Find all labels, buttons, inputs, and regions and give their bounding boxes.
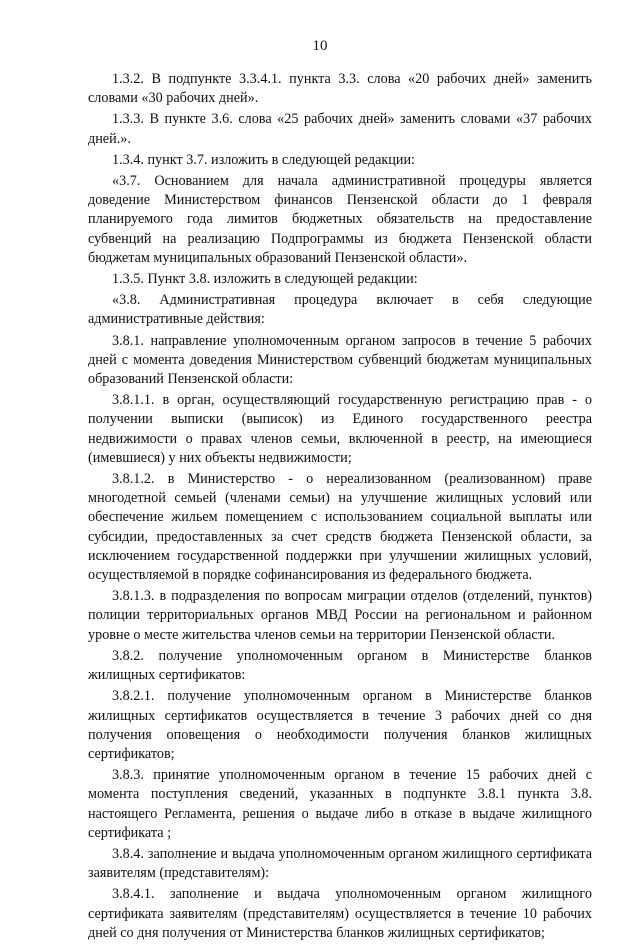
document-body — [88, 70, 592, 945]
paragraph: 1.3.3. В пункте 3.6. слова «25 рабочих дней» заменить словами «37 рабочих дней.». — [88, 111, 592, 147]
paragraph: 3.8.4. заполнение и выдача уполномоченным органом жилищного сертификата заявителям (представителям): — [88, 845, 592, 882]
paragraph: 1.3.2. В подпункте 3.3.4.1. пункта 3.3. слова «20 рабочих дней» заменить словами «30 рабочих дней». — [88, 71, 592, 107]
page-number: 10 — [312, 38, 328, 54]
paragraph: 3.8.2. получение уполномоченным органом в Министерстве бланков жилищных сертификатов: — [88, 647, 592, 684]
paragraph: 1.3.4. пункт 3.7. изложить в следующей редакции: — [112, 151, 415, 168]
paragraph: 3.8.3. принятие уполномоченным органом в течение 15 рабочих дней с момента поступления сведений, указанных в подпункте 3.8.1 пункта 3.8. настоящего Регламента, решения о выдаче либо в отказе в выдаче жилищного сертификата ; — [88, 767, 592, 841]
paragraph: «3.7. Основанием для начала административной процедуры является доведение Министерством финансов Пензенской области до 1 февраля планируемого года лимитов бюджетных обязательств на предоставление субвенций на реализацию Подпрограммы из бюджета Пензенской области бюджетам муниципальных образований Пензенской области». — [88, 173, 592, 266]
paragraph: 3.8.1.3. в подразделения по вопросам миграции отделов (отделений, пунктов) полиции территориальных органов МВД России на региональном и районном уровне о месте жительства членов семьи на территории Пензенской области. — [88, 588, 592, 643]
paragraph: 3.8.1.2. в Министерство - о нереализованном (реализованном) праве многодетной семьей (членами семьи) на улучшение жилищных условий или обеспечение жильем помещением с использованием социальной выплаты или субсидии, предоставленных за счет средств бюджета Пензенской области, за исключением государственной поддержки при улучшении жилищных условий, осуществляемой в порядке софинансирования из федерального бюджета. — [88, 471, 592, 584]
paragraph: «3.8. Административная процедура включает в себя следующие административные действия: — [88, 292, 592, 328]
paragraph: 3.8.1.1. в орган, осуществляющий государственную регистрацию прав - о получении выписки (выписок) из Единого государственного реестра недвижимости о правах членов семьи, включенной в реестр, на имеющиеся (имевшиеся) у них объекты недвижимости; — [88, 392, 592, 466]
paragraph: 3.8.1. направление уполномоченным органом запросов в течение 5 рабочих дней с момента доведения Министерством субвенций бюджетам муниципальных образований Пензенской области: — [88, 332, 592, 388]
paragraph: 3.8.2.1. получение уполномоченным органом в Министерстве бланков жилищных сертификатов осуществляется в течение 3 рабочих дней со дня получения оповещения о необходимости получения бланков жилищных сертификатов; — [88, 688, 592, 762]
paragraph: 3.8.4.1. заполнение и выдача уполномоченным органом жилищного сертификата заявителям (представителям) осуществляется в течение 10 рабочих дней со дня получения от Министерства бланков жилищных сертификатов; — [88, 886, 592, 941]
paragraph: 1.3.5. Пункт 3.8. изложить в следующей редакции: — [112, 271, 418, 288]
